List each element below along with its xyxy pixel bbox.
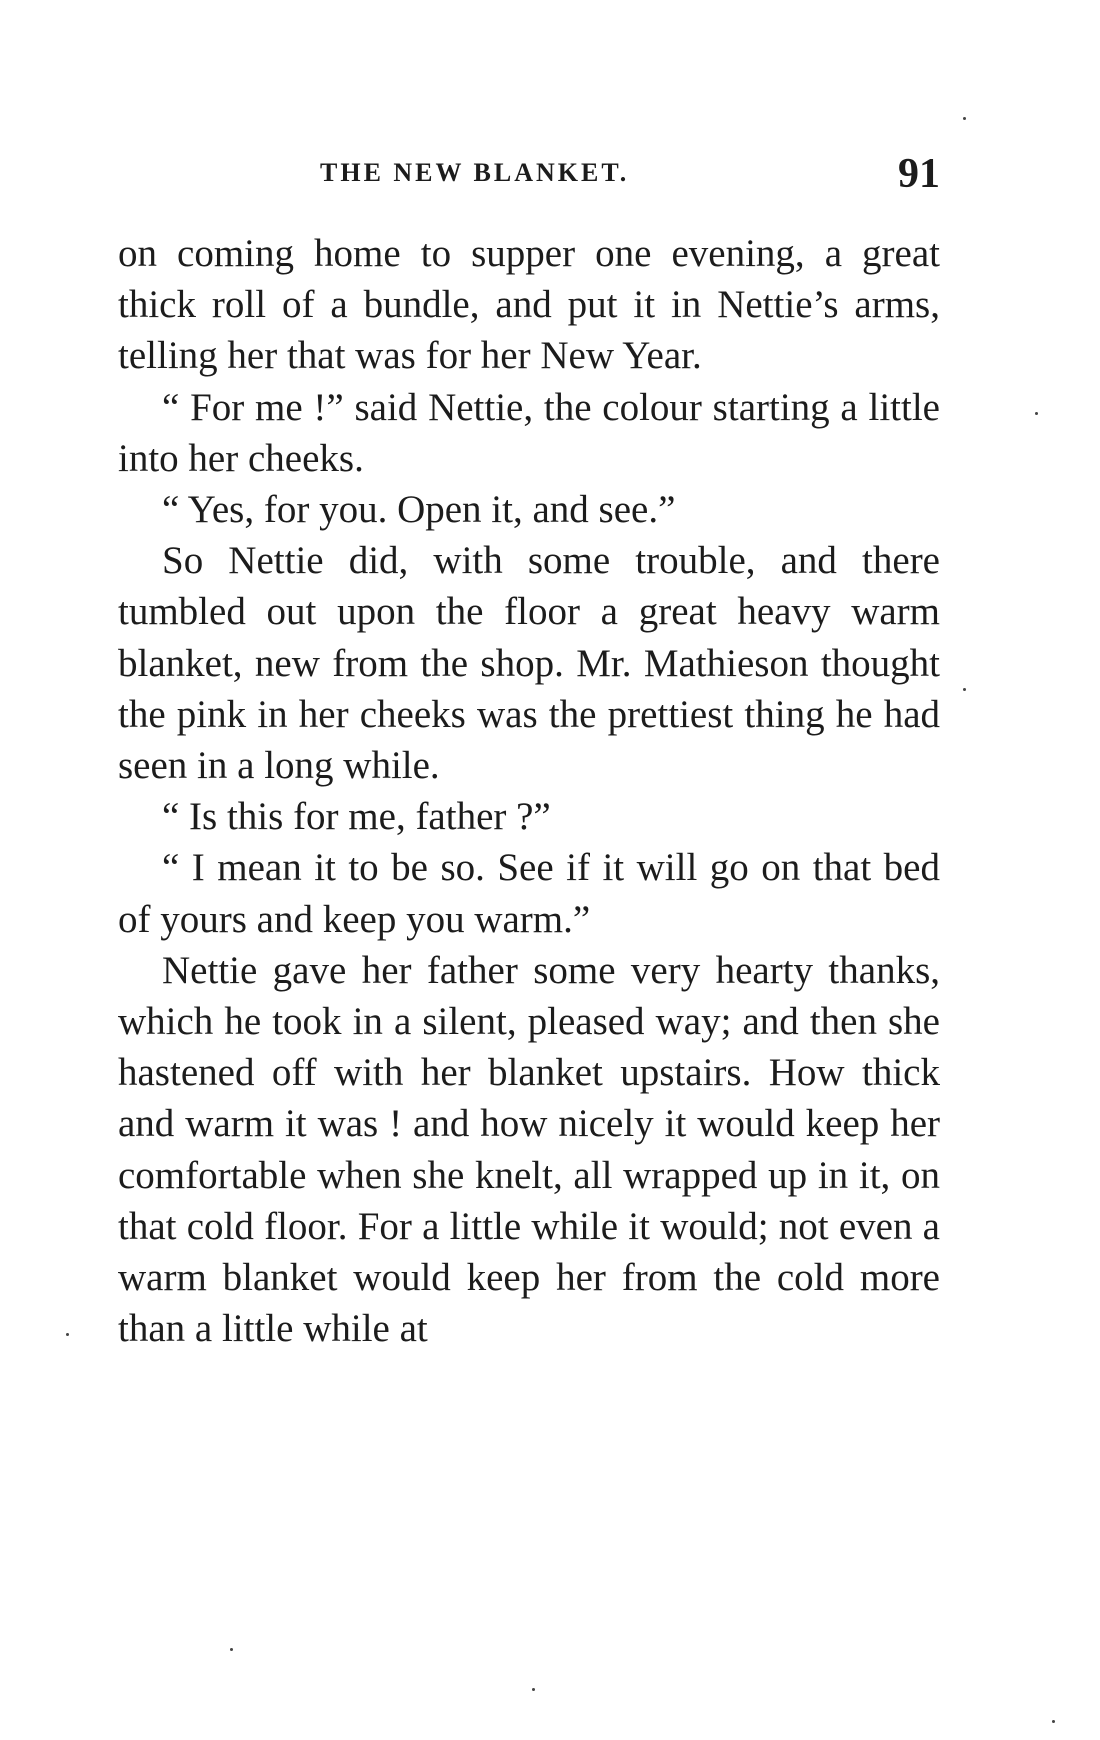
scan-speck [963,688,966,691]
scan-speck [66,1333,69,1336]
scan-speck [1035,412,1038,415]
paragraph-1: on coming home to supper one evening, a great thick roll of a bundle, and put it in Nettie’s arms, telling her that was for her New Year. [118,232,940,378]
page-header [320,150,940,200]
scan-speck [230,1648,233,1651]
paragraph-7: Nettie gave her father some very hearty thanks, which he took in a silent, pleased way; and then she hastened off with her blanket upstairs. How thick and warm it was ! and how nicely it would keep her comfortable when she knelt, all wrapped up in it, on that cold floor. For a little while it would; not even a warm blanket would keep her from the cold more than a little while at [118,948,940,1351]
paragraph-2: “ For me !” said Nettie, the colour starting a little into her cheeks. [118,385,940,480]
scan-speck [1052,1720,1055,1723]
scan-speck [532,1688,535,1691]
page-number: 91 [898,151,940,197]
scan-speck [963,117,966,120]
paragraph-3: “ Yes, for you. Open it, and see.” [162,488,676,532]
paragraph-5: “ Is this for me, father ?” [162,795,551,839]
body-text [118,228,940,1354]
paragraph-6: “ I mean it to be so. See if it will go on that bed of yours and keep you warm.” [118,846,940,941]
running-head: THE NEW BLANKET. [320,158,630,187]
paragraph-4: So Nettie did, with some trouble, and there tumbled out upon the floor a great heavy warm blanket, new from the shop. Mr. Mathieson thought the pink in her cheeks was the prettiest thing he had seen in a long while. [118,539,940,788]
